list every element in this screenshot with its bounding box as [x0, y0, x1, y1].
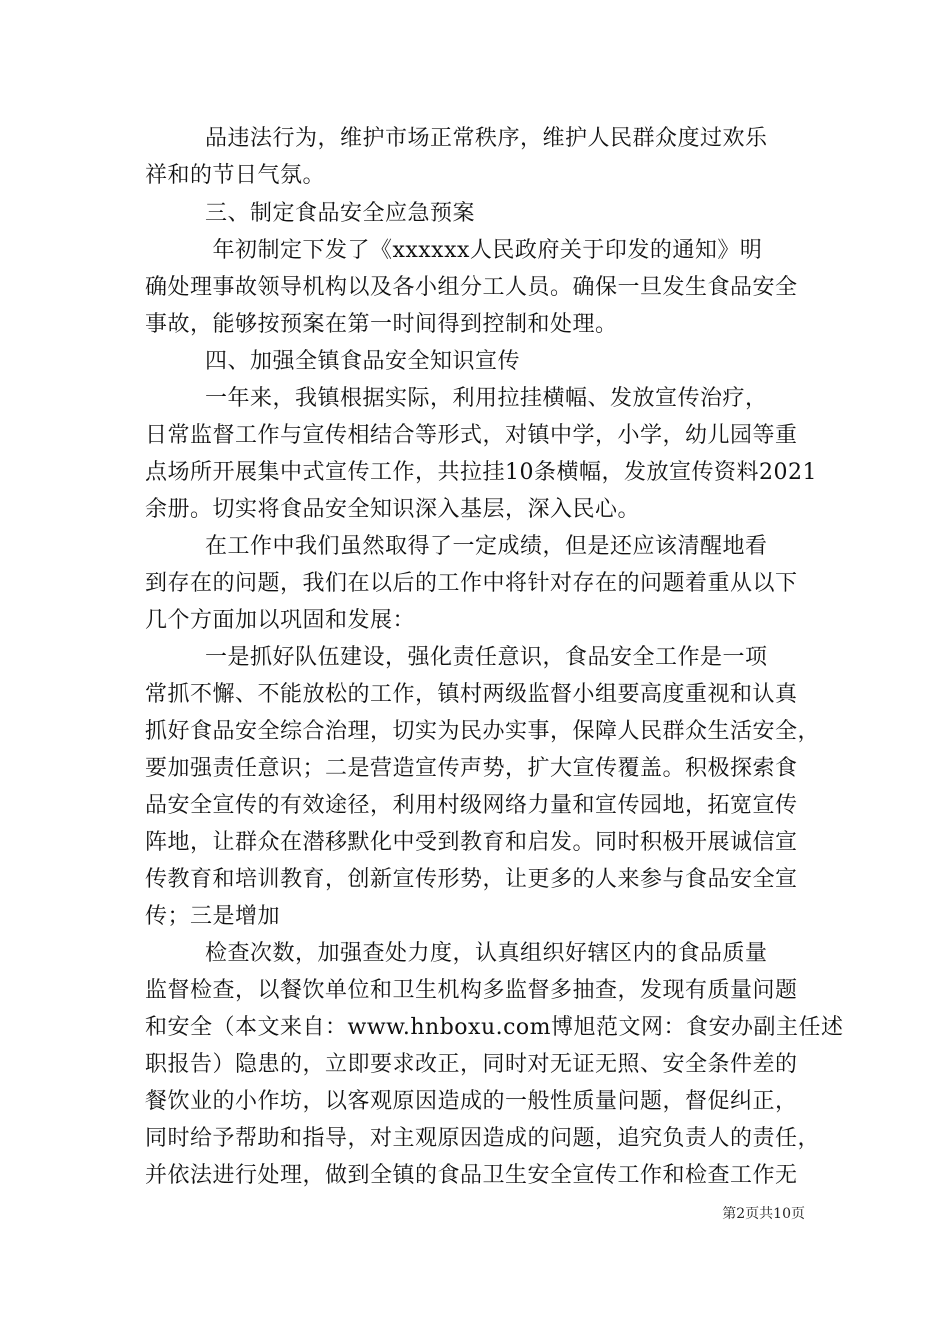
section-heading: 三、制定食品安全应急预案: [145, 201, 475, 226]
text-line: 要加强责任意识；二是营造宣传声势，扩大宣传覆盖。积极探索食: [145, 756, 798, 781]
section-heading: 四、加强全镇食品安全知识宣传: [145, 349, 520, 374]
text-line: 阵地，让群众在潜移默化中受到教育和启发。同时积极开展诚信宣: [145, 830, 798, 855]
text-line: 点场所开展集中式宣传工作，共拉挂10条横幅，发放宣传资料2021: [145, 460, 817, 485]
text-line: 几个方面加以巩固和发展：: [145, 608, 416, 633]
text-line: 一年来，我镇根据实际，利用拉挂横幅、发放宣传治疗，: [145, 386, 768, 411]
text-line: 检查次数，加强查处力度，认真组织好辖区内的食品质量: [145, 941, 768, 966]
text-line: 品安全宣传的有效途径，利用村级网络力量和宣传园地，拓宽宣传: [145, 793, 798, 818]
text-line: 传教育和培训教育，创新宣传形势，让更多的人来参与食品安全宣: [145, 867, 798, 892]
text-line: 职报告）隐患的，立即要求改正，同时对无证无照、安全条件差的: [145, 1052, 798, 1077]
text-line: 确处理事故领导机构以及各小组分工人员。确保一旦发生食品安全: [145, 275, 798, 300]
text-line: 品违法行为，维护市场正常秩序，维护人民群众度过欢乐: [145, 126, 768, 151]
text-line: 同时给予帮助和指导，对主观原因造成的问题，追究负责人的责任，: [145, 1126, 821, 1151]
text-line: 日常监督工作与宣传相结合等形式，对镇中学，小学，幼儿园等重: [145, 423, 798, 448]
text-line: 在工作中我们虽然取得了一定成绩，但是还应该清醒地看: [145, 534, 768, 559]
text-line: 餐饮业的小作坊，以客观原因造成的一般性质量问题，督促纠正，: [145, 1089, 798, 1114]
text-line: 祥和的节日气氛。: [145, 163, 326, 188]
text-line: 一是抓好队伍建设，强化责任意识，食品安全工作是一项: [145, 645, 768, 670]
text-line: 传；三是增加: [145, 904, 281, 929]
text-line: 监督检查，以餐饮单位和卫生机构多监督多抽查，发现有质量问题: [145, 978, 798, 1003]
text-line: 余册。切实将食品安全知识深入基层，深入民心。: [145, 497, 641, 522]
text-line: 抓好食品安全综合治理，切实为民办实事，保障人民群众生活安全，: [145, 719, 821, 744]
page-number: 第2页共10页: [722, 1206, 805, 1222]
text-line: 事故，能够按预案在第一时间得到控制和处理。: [145, 312, 618, 337]
text-line: 和安全（本文来自：www.hnboxu.com博旭范文网：食安办副主任述: [145, 1015, 844, 1040]
text-line: 到存在的问题，我们在以后的工作中将针对存在的问题着重从以下: [145, 571, 798, 596]
text-line: 年初制定下发了《xxxxxx人民政府关于印发的通知》明: [145, 238, 763, 263]
text-line: 常抓不懈、不能放松的工作，镇村两级监督小组要高度重视和认真: [145, 682, 798, 707]
text-line: 并依法进行处理，做到全镇的食品卫生安全宣传工作和检查工作无: [145, 1163, 798, 1188]
